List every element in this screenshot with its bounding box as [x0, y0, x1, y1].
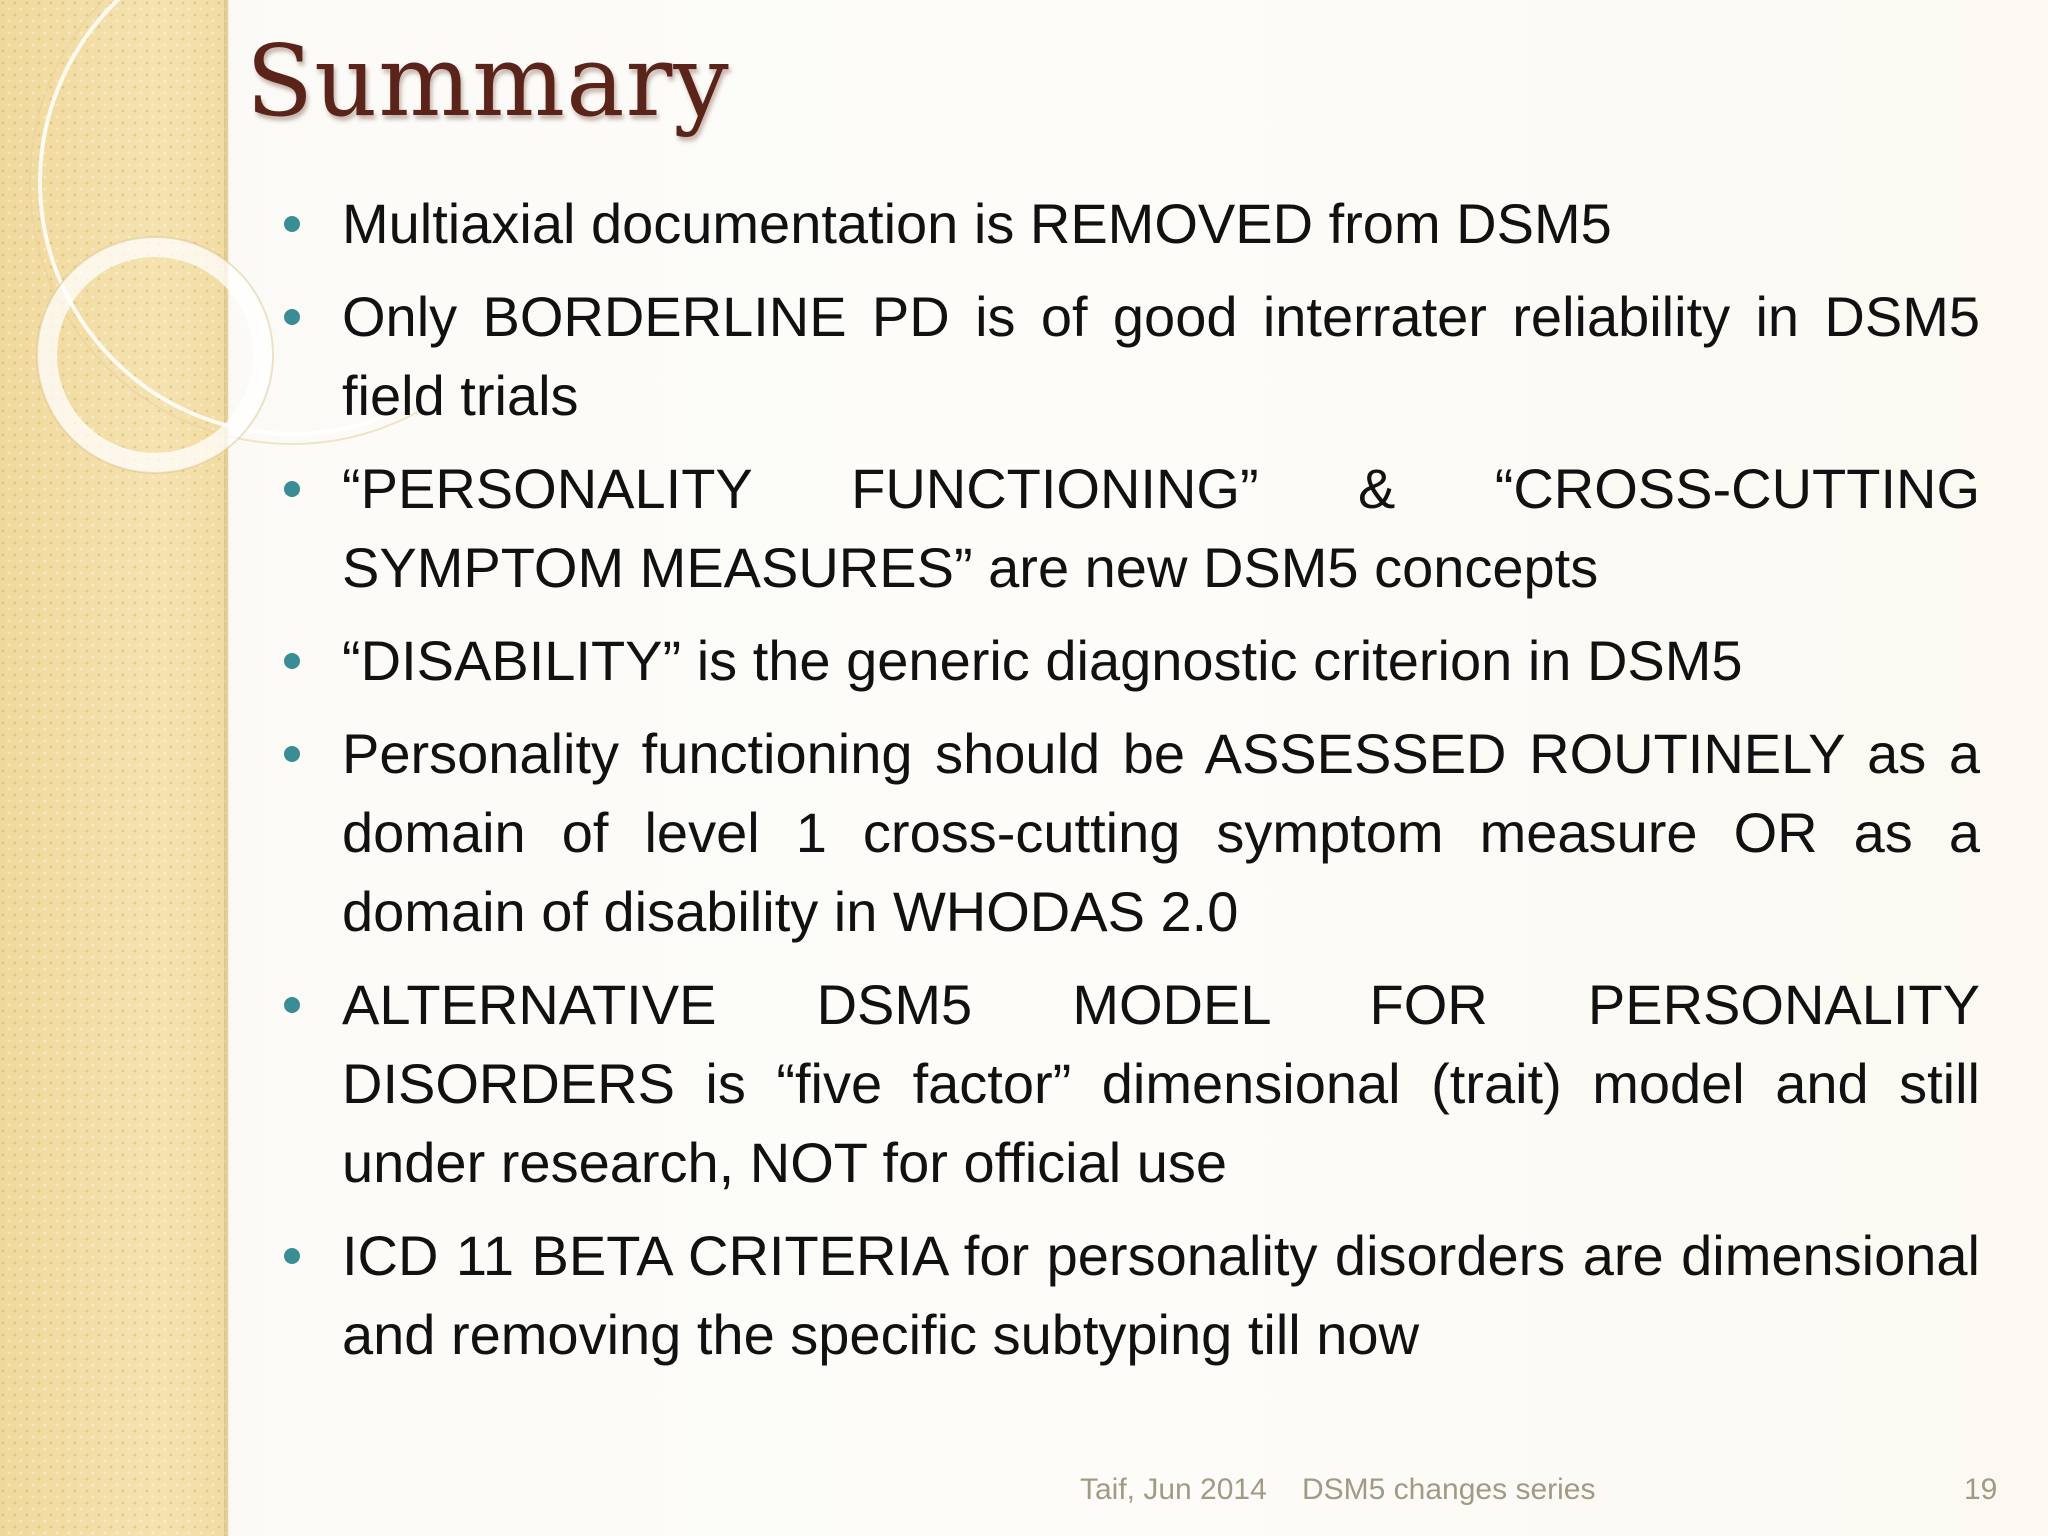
bullet-item [276, 714, 1980, 951]
bullet-icon [284, 309, 300, 325]
bullet-icon [284, 746, 300, 762]
bullet-icon [284, 997, 300, 1013]
footer-series: DSM5 changes series [1302, 1473, 1596, 1506]
bullet-icon [284, 216, 300, 232]
bullet-list [276, 184, 1980, 1388]
page-number: 19 [1964, 1473, 1998, 1506]
bullet-text: Only BORDERLINE PD is of good interrater reliability in DSM5 field trials [342, 285, 1980, 427]
bullet-item [276, 184, 1980, 263]
bullet-item [276, 277, 1980, 435]
footer-date: Taif, Jun 2014 [1080, 1473, 1267, 1506]
bullet-icon [284, 653, 300, 669]
bullet-item [276, 449, 1980, 607]
bullet-item [276, 621, 1980, 700]
bullet-text: ICD 11 BETA CRITERIA for personality disorders are dimensional and removing the specific subtyping till now [342, 1224, 1980, 1366]
bullet-item [276, 965, 1980, 1202]
bullet-item [276, 1216, 1980, 1374]
bullet-text: “PERSONALITY FUNCTIONING” & “CROSS-CUTTING SYMPTOM MEASURES” are new DSM5 concepts [342, 457, 1980, 599]
bullet-icon [284, 481, 300, 497]
bullet-text: Multiaxial documentation is REMOVED from DSM5 [342, 192, 1612, 255]
bullet-text: “DISABILITY” is the generic diagnostic criterion in DSM5 [342, 629, 1743, 692]
bullet-text: Personality functioning should be ASSESSED ROUTINELY as a domain of level 1 cross-cutting symptom measure OR as a domain of disability in WHODAS 2.0 [342, 722, 1980, 943]
bullet-text: ALTERNATIVE DSM5 MODEL FOR PERSONALITY DISORDERS is “five factor” dimensional (trait) model and still under research, NOT for official use [342, 973, 1980, 1194]
bullet-icon [284, 1248, 300, 1264]
slide-title: Summary [246, 25, 730, 139]
